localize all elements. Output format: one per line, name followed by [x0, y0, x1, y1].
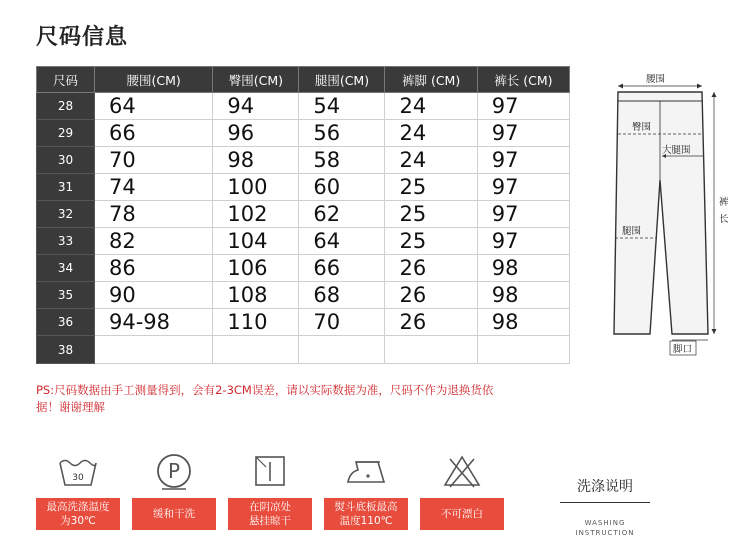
- hem-cell: 25: [385, 228, 477, 255]
- table-row: [37, 336, 570, 364]
- hip-cell: 96: [213, 120, 299, 147]
- thigh-cell: 70: [299, 309, 385, 336]
- waist-cell: 74: [95, 174, 213, 201]
- wash-temp-text: 30: [72, 473, 84, 483]
- thigh-cell: 64: [299, 228, 385, 255]
- size-table: [36, 66, 570, 364]
- washing-title: 洗涤说明: [560, 476, 650, 503]
- care-label-iron: 熨斗底板最高 温度110℃: [324, 498, 408, 530]
- hip-cell: 100: [213, 174, 299, 201]
- thigh-cell: 60: [299, 174, 385, 201]
- size-cell: 38: [37, 336, 95, 364]
- hip-cell: 108: [213, 282, 299, 309]
- care-item-iron: [324, 450, 408, 530]
- size-cell: 32: [37, 201, 95, 228]
- header-waist: 腰围(CM): [95, 67, 213, 93]
- length-cell: 98: [477, 282, 569, 309]
- table-header-row: [37, 67, 570, 93]
- hip-cell: 94: [213, 93, 299, 120]
- hem-cell: 24: [385, 120, 477, 147]
- waist-cell: 86: [95, 255, 213, 282]
- big-thigh-label: 大腿围: [662, 145, 691, 156]
- hem-cell: 26: [385, 282, 477, 309]
- waist-cell: 82: [95, 228, 213, 255]
- hem-cell: 26: [385, 309, 477, 336]
- thigh-cell: [299, 336, 385, 364]
- size-cell: 33: [37, 228, 95, 255]
- waist-cell: [95, 336, 213, 364]
- hem-cell: 25: [385, 201, 477, 228]
- care-label-linedry: 在阴凉处 悬挂晾干: [228, 498, 312, 530]
- size-cell: 36: [37, 309, 95, 336]
- table-row: [37, 255, 570, 282]
- dry-clean-p-icon: [154, 451, 194, 491]
- thigh-cell: 66: [299, 255, 385, 282]
- measurement-note: PS:尺码数据由手工测量得到，会有2-3CM误差，请以实际数据为准，尺码不作为退换货依据！谢谢理解: [36, 383, 494, 414]
- care-item-nobleach: [420, 450, 504, 530]
- thigh-cell: 56: [299, 120, 385, 147]
- length-label-2: 长: [719, 214, 729, 225]
- hip-cell: 110: [213, 309, 299, 336]
- length-cell: 98: [477, 255, 569, 282]
- hip-cell: 102: [213, 201, 299, 228]
- header-length: 裤长 (CM): [477, 67, 569, 93]
- thigh-cell: 68: [299, 282, 385, 309]
- care-label-dryclean: 缓和干洗: [132, 498, 216, 530]
- table-row: [37, 174, 570, 201]
- hem-cell: 25: [385, 174, 477, 201]
- length-label-1: 裤: [719, 197, 729, 208]
- header-hem: 裤脚 (CM): [385, 67, 477, 93]
- care-item-linedry: [228, 450, 312, 530]
- size-cell: 35: [37, 282, 95, 309]
- length-cell: 97: [477, 201, 569, 228]
- care-item-dryclean: [132, 450, 216, 530]
- hem-cell: 24: [385, 147, 477, 174]
- line-dry-shade-icon: [252, 453, 288, 489]
- thigh-label: 腿围: [622, 226, 642, 237]
- size-cell: 34: [37, 255, 95, 282]
- size-cell: 31: [37, 174, 95, 201]
- length-cell: 97: [477, 147, 569, 174]
- size-cell: 30: [37, 147, 95, 174]
- thigh-cell: 62: [299, 201, 385, 228]
- table-row: [37, 93, 570, 120]
- length-cell: 98: [477, 309, 569, 336]
- size-cell: 28: [37, 93, 95, 120]
- length-cell: 97: [477, 174, 569, 201]
- thigh-cell: 58: [299, 147, 385, 174]
- table-row: [37, 228, 570, 255]
- table-row: [37, 282, 570, 309]
- waist-cell: 90: [95, 282, 213, 309]
- table-row: [37, 309, 570, 336]
- table-row: [37, 201, 570, 228]
- waist-cell: 64: [95, 93, 213, 120]
- svg-text:P: P: [167, 459, 181, 483]
- header-hip: 臀围(CM): [213, 67, 299, 93]
- waist-cell: 94-98: [95, 309, 213, 336]
- length-cell: [477, 336, 569, 364]
- table-row: [37, 147, 570, 174]
- hip-cell: 98: [213, 147, 299, 174]
- length-cell: 97: [477, 228, 569, 255]
- hip-cell: [213, 336, 299, 364]
- hem-cell: 26: [385, 255, 477, 282]
- hip-cell: 106: [213, 255, 299, 282]
- header-thigh: 腿围(CM): [299, 67, 385, 93]
- hip-label: 臀围: [632, 122, 652, 133]
- care-item-wash: [36, 450, 120, 530]
- length-cell: 97: [477, 93, 569, 120]
- hem-label: 脚口: [673, 344, 693, 355]
- waist-label: 腰围: [646, 74, 666, 85]
- size-cell: 29: [37, 120, 95, 147]
- pants-diagram: [600, 70, 740, 370]
- hip-cell: 104: [213, 228, 299, 255]
- iron-icon: [344, 454, 388, 488]
- length-cell: 97: [477, 120, 569, 147]
- washing-subtitle: WASHING INSTRUCTION: [575, 519, 635, 537]
- no-bleach-icon: [442, 453, 482, 489]
- page-title: 尺码信息: [36, 25, 129, 50]
- waist-cell: 66: [95, 120, 213, 147]
- hem-cell: [385, 336, 477, 364]
- waist-cell: 70: [95, 147, 213, 174]
- thigh-cell: 54: [299, 93, 385, 120]
- care-label-nobleach: 不可漂白: [420, 498, 504, 530]
- wash-30-icon: [56, 453, 100, 489]
- table-row: [37, 120, 570, 147]
- care-label-wash: 最高洗涤温度 为30℃: [36, 498, 120, 530]
- hem-cell: 24: [385, 93, 477, 120]
- header-size: 尺码: [37, 67, 95, 93]
- waist-cell: 78: [95, 201, 213, 228]
